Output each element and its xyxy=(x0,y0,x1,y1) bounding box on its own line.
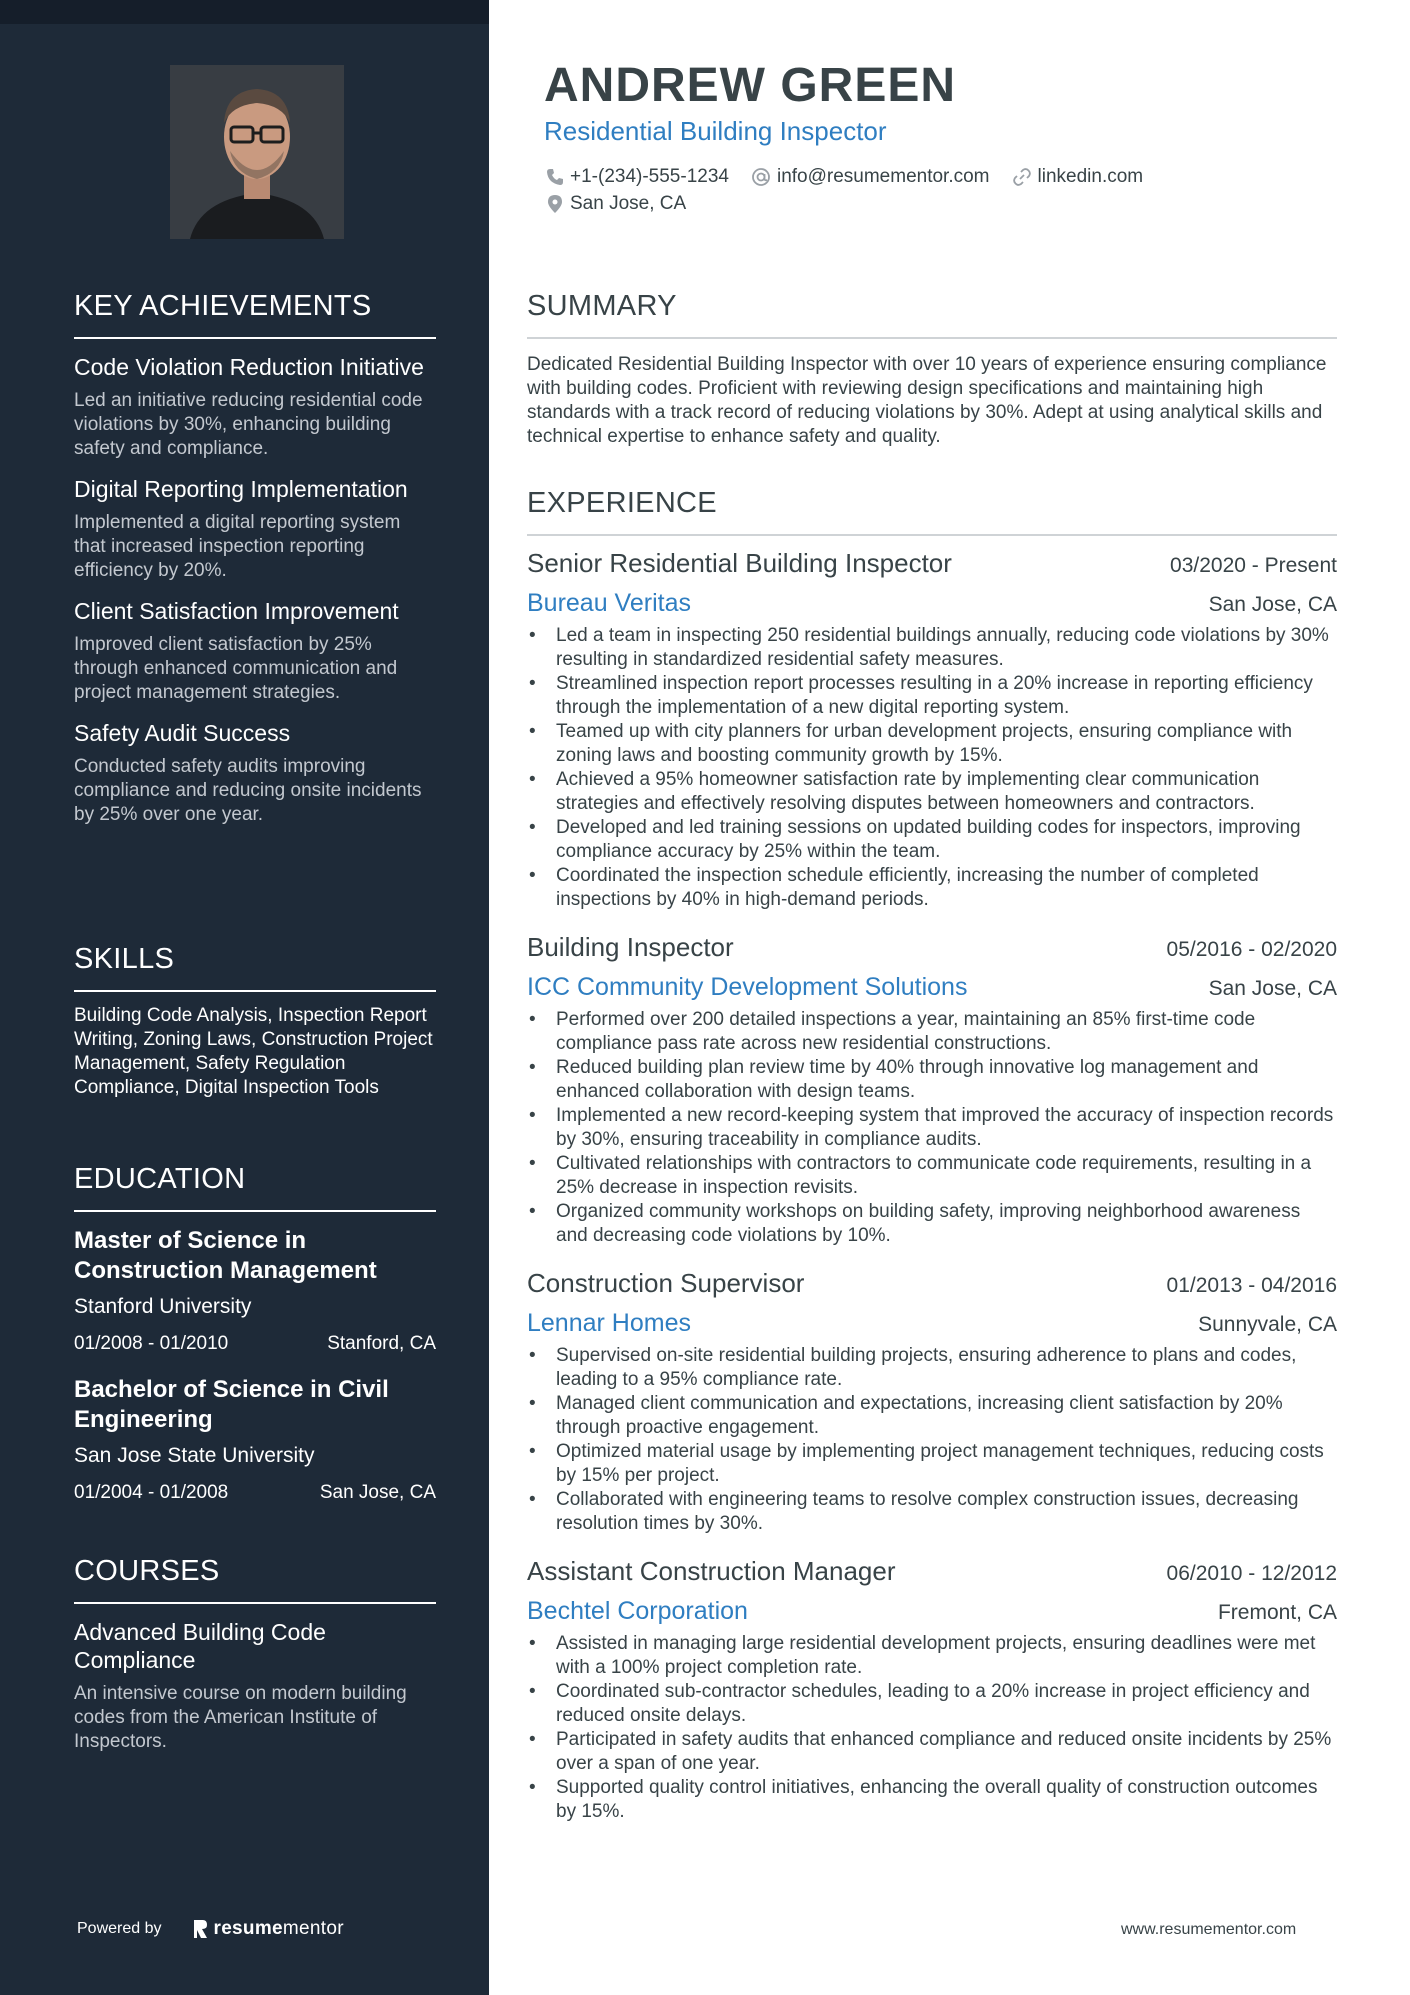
brand-logo[interactable] xyxy=(192,1918,344,1940)
achievement-desc: Implemented a digital reporting system that increased inspection reporting efficiency by 20%. xyxy=(74,512,401,581)
section-heading: COURSES xyxy=(74,1555,436,1604)
phone-text: +1-(234)-555-1234 xyxy=(570,165,729,187)
location-pin-icon xyxy=(546,194,564,214)
achievement-item xyxy=(74,353,436,461)
job-entry xyxy=(527,548,1337,912)
job-bullets xyxy=(527,1632,1337,1824)
education-dates: 01/2004 - 01/2008 xyxy=(74,1482,229,1503)
list-item: • Achieved a 95% homeowner satisfaction rate by implementing clear communication strategies and effectively resolving disputes between homeowners and contractors. xyxy=(527,768,1337,816)
education-degree: Master of Science in Construction Management xyxy=(74,1227,377,1284)
list-item: • Performed over 200 detailed inspections a year, maintaining an 85% first-time code compliance pass rate across new residential constructions. xyxy=(527,1008,1337,1056)
sidebar xyxy=(0,0,489,1995)
course-desc: An intensive course on modern building codes from the American Institute of Inspectors. xyxy=(74,1683,407,1752)
job-company: Bechtel Corporation xyxy=(527,1597,748,1625)
job-dates: 05/2016 - 02/2020 xyxy=(1166,938,1337,961)
list-item: • Coordinated sub-contractor schedules, leading to a 20% increase in project efficiency and reduced onsite delays. xyxy=(527,1680,1337,1728)
profile-photo xyxy=(170,65,344,239)
achievement-title: Digital Reporting Implementation xyxy=(74,476,408,502)
job-dates: 03/2020 - Present xyxy=(1170,554,1337,577)
location-text: San Jose, CA xyxy=(570,192,687,214)
job-location: Sunnyvale, CA xyxy=(1198,1313,1337,1336)
achievement-title: Client Satisfaction Improvement xyxy=(74,598,399,624)
achievement-desc: Improved client satisfaction by 25% through enhanced communication and project management strategies. xyxy=(74,634,398,703)
contact-info xyxy=(546,163,1286,217)
footer-url[interactable]: www.resumementor.com xyxy=(1121,1921,1297,1938)
summary-text: Dedicated Residential Building Inspector with over 10 years of experience ensuring compliance with building codes. Proficient with reviewing design specifications and maintaining high standards with a track record of reducing violations by 30%. Adept at using analytical skills and technical expertise to enhance safety and quality. xyxy=(527,354,1327,447)
experience-section xyxy=(527,487,1337,1824)
contact-phone[interactable] xyxy=(546,166,729,188)
job-entry xyxy=(527,1556,1337,1824)
job-company: ICC Community Development Solutions xyxy=(527,973,968,1001)
key-achievements-section xyxy=(74,290,436,827)
list-item: • Implemented a new record-keeping system that improved the accuracy of inspection records by 30%, ensuring traceability in compliance audits. xyxy=(527,1104,1337,1152)
list-item: • Led a team in inspecting 250 residential buildings annually, reducing code violations by 30% resulting in standardized residential safety measures. xyxy=(527,624,1337,672)
brand-name-bold: resume xyxy=(213,1918,283,1939)
job-company: Bureau Veritas xyxy=(527,589,691,617)
course-item xyxy=(74,1618,436,1754)
courses-section xyxy=(74,1555,436,1754)
list-item: • Participated in safety audits that enhanced compliance and reduced onsite incidents by 25% over a span of one year. xyxy=(527,1728,1337,1776)
list-item: • Collaborated with engineering teams to resolve complex construction issues, decreasing resolution times by 30%. xyxy=(527,1488,1337,1536)
linkedin-text: linkedin.com xyxy=(1037,165,1144,187)
list-item: • Reduced building plan review time by 40% through innovative log management and enhanced collaboration with design teams. xyxy=(527,1056,1337,1104)
brand-name-light: mentor xyxy=(282,1918,344,1939)
list-item: • Streamlined inspection report processes resulting in a 20% increase in reporting efficiency through the implementation of a new digital reporting system. xyxy=(527,672,1337,720)
education-section xyxy=(74,1163,436,1504)
candidate-role: Residential Building Inspector xyxy=(544,116,887,146)
education-school: Stanford University xyxy=(74,1295,252,1318)
powered-by-label: Powered by xyxy=(77,1920,162,1937)
achievement-desc: Conducted safety audits improving compliance and reducing onsite incidents by 25% over one year. xyxy=(74,756,422,825)
list-item: • Teamed up with city planners for urban development projects, ensuring compliance with zoning laws and boosting community growth by 15%. xyxy=(527,720,1337,768)
contact-email[interactable] xyxy=(751,166,990,188)
job-location: San Jose, CA xyxy=(1208,977,1337,1000)
at-sign-icon xyxy=(751,167,771,187)
education-location: San Jose, CA xyxy=(319,1482,436,1503)
job-bullets xyxy=(527,624,1337,912)
achievement-title: Code Violation Reduction Initiative xyxy=(74,354,424,380)
list-item: • Organized community workshops on building safety, improving neighborhood awareness and decreasing code violations by 10%. xyxy=(527,1200,1337,1248)
contact-linkedin[interactable] xyxy=(1012,166,1144,188)
list-item: • Managed client communication and expectations, increasing client satisfaction by 20% through proactive engagement. xyxy=(527,1392,1337,1440)
education-dates: 01/2008 - 01/2010 xyxy=(74,1333,229,1354)
avatar xyxy=(170,65,344,239)
list-item: • Assisted in managing large residential development projects, ensuring deadlines were met with a 100% project completion rate. xyxy=(527,1632,1337,1680)
education-meta xyxy=(74,1333,436,1355)
section-heading: SUMMARY xyxy=(527,290,1337,339)
job-bullets xyxy=(527,1008,1337,1248)
education-item xyxy=(74,1226,436,1355)
resumementor-logo-icon xyxy=(192,1919,208,1939)
achievement-item xyxy=(74,475,436,583)
contact-location xyxy=(546,193,686,215)
section-heading: EDUCATION xyxy=(74,1163,436,1212)
candidate-name: ANDREW GREEN xyxy=(544,59,957,112)
list-item: • Optimized material usage by implementing project management techniques, reducing costs by 15% per project. xyxy=(527,1440,1337,1488)
achievement-title: Safety Audit Success xyxy=(74,720,291,746)
skills-section xyxy=(74,943,436,1100)
course-title: Advanced Building Code Compliance xyxy=(74,1619,326,1673)
list-item: • Coordinated the inspection schedule efficiently, increasing the number of completed inspections by 40% in high-demand periods. xyxy=(527,864,1337,912)
phone-icon xyxy=(546,168,564,186)
job-company: Lennar Homes xyxy=(527,1309,691,1337)
list-item: • Developed and led training sessions on updated building codes for inspectors, improving compliance accuracy by 25% within the team. xyxy=(527,816,1337,864)
section-heading: EXPERIENCE xyxy=(527,487,1337,536)
skills-list: Building Code Analysis, Inspection Report Writing, Zoning Laws, Construction Project Management, Safety Regulation Compliance, Digital Inspection Tools xyxy=(74,1005,433,1098)
job-dates: 06/2010 - 12/2012 xyxy=(1166,1562,1337,1585)
section-heading: SKILLS xyxy=(74,943,436,992)
education-degree: Bachelor of Science in Civil Engineering xyxy=(74,1376,389,1433)
job-title: Building Inspector xyxy=(527,932,734,962)
education-meta xyxy=(74,1482,436,1504)
job-entry xyxy=(527,932,1337,1248)
education-item xyxy=(74,1375,436,1504)
link-icon xyxy=(1012,167,1032,187)
section-heading: KEY ACHIEVEMENTS xyxy=(74,290,436,339)
list-item: • Supervised on-site residential building projects, ensuring adherence to plans and codes, leading to a 95% compliance rate. xyxy=(527,1344,1337,1392)
achievement-item xyxy=(74,719,436,827)
education-location: Stanford, CA xyxy=(327,1333,436,1354)
education-school: San Jose State University xyxy=(74,1444,315,1467)
job-title: Construction Supervisor xyxy=(527,1268,805,1298)
list-item: • Cultivated relationships with contractors to communicate code requirements, resulting in a 25% decrease in inspection revisits. xyxy=(527,1152,1337,1200)
job-entry xyxy=(527,1268,1337,1536)
sidebar-top-bar xyxy=(0,0,489,24)
job-bullets xyxy=(527,1344,1337,1536)
list-item: • Supported quality control initiatives, enhancing the overall quality of construction outcomes by 15%. xyxy=(527,1776,1337,1824)
job-title: Senior Residential Building Inspector xyxy=(527,548,952,578)
email-text: info@resumementor.com xyxy=(776,165,990,187)
powered-by xyxy=(77,1918,344,1940)
achievement-desc: Led an initiative reducing residential code violations by 30%, enhancing building safety and compliance. xyxy=(74,390,423,459)
job-dates: 01/2013 - 04/2016 xyxy=(1166,1274,1337,1297)
job-title: Assistant Construction Manager xyxy=(527,1556,896,1586)
achievement-item xyxy=(74,597,436,705)
job-location: Fremont, CA xyxy=(1217,1601,1337,1624)
job-location: San Jose, CA xyxy=(1208,593,1337,616)
summary-section xyxy=(527,290,1337,449)
